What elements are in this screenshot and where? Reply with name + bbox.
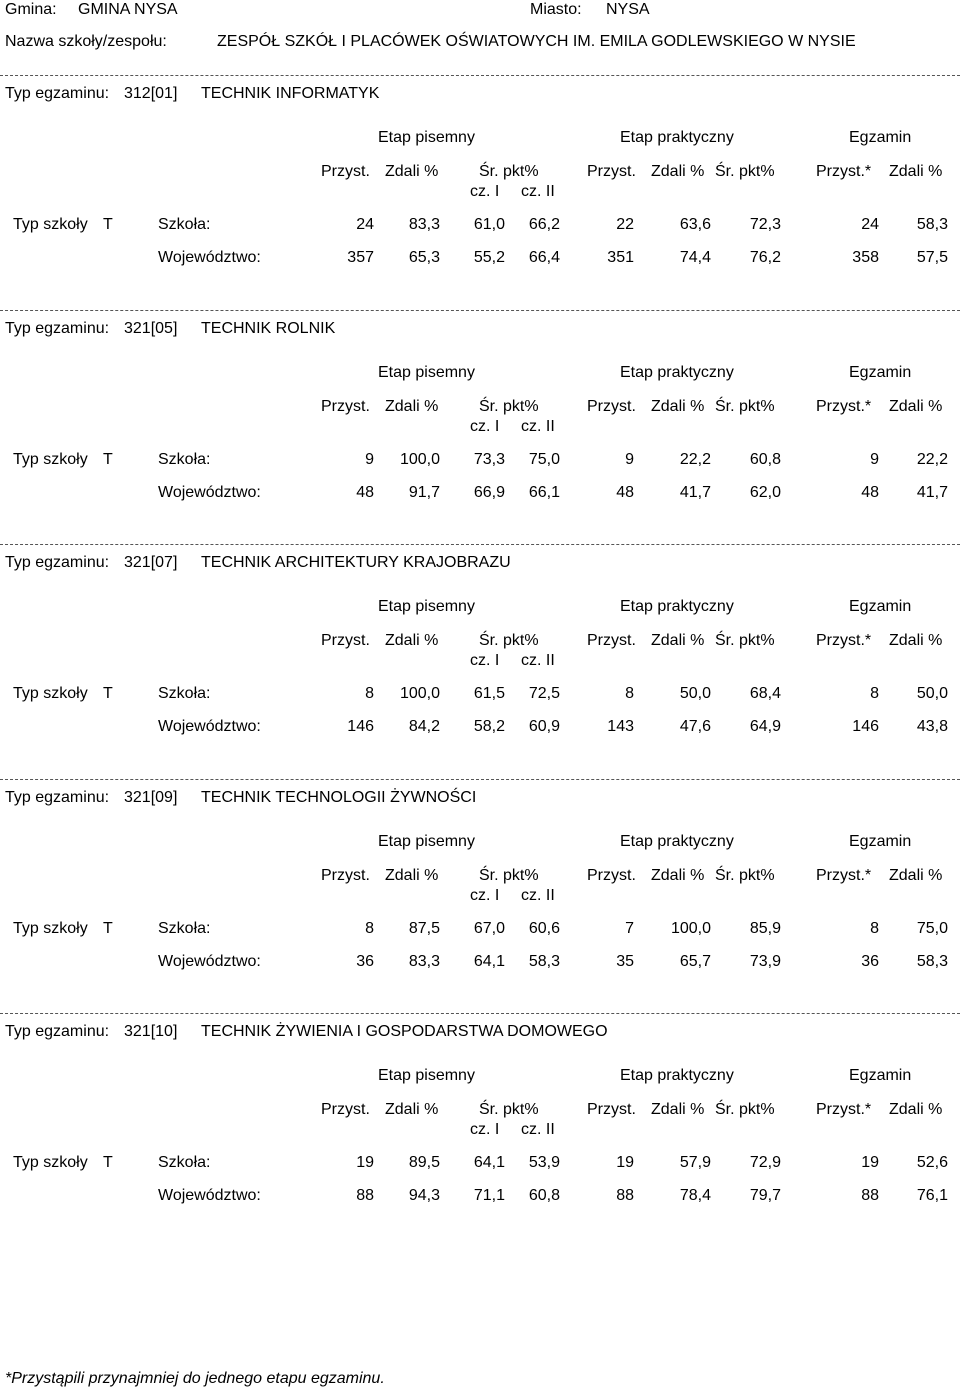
- school-przyst-praktyczny: 22: [616, 216, 634, 233]
- region-sr-pkt-praktyczny: 79,7: [749, 1187, 781, 1204]
- region-sr-pkt-cz1: 64,1: [473, 953, 505, 970]
- school-przyst-pisemny: 8: [365, 685, 374, 702]
- exam-section: [0, 1013, 960, 1248]
- school-type-value: T: [103, 451, 113, 468]
- region-sr-pkt-praktyczny: 62,0: [749, 484, 781, 501]
- etap-pisemny-heading: Etap pisemny: [378, 598, 475, 615]
- school-zdali-pisemny: 83,3: [408, 216, 440, 233]
- exam-name: TECHNIK ŻYWIENIA I GOSPODARSTWA DOMOWEGO: [201, 1023, 608, 1040]
- exam-code: 321[05]: [124, 320, 178, 337]
- school-sr-pkt-cz1: 64,1: [473, 1154, 505, 1171]
- school-sr-pkt-cz1: 61,0: [473, 216, 505, 233]
- egzamin-heading: Egzamin: [849, 1067, 912, 1084]
- school-sr-pkt-cz2: 60,6: [528, 920, 560, 937]
- school-sr-pkt-cz2: 75,0: [528, 451, 560, 468]
- school-sr-pkt-praktyczny: 72,9: [749, 1154, 781, 1171]
- region-przyst-pisemny: 146: [347, 718, 374, 735]
- col-przyst: Przyst.: [321, 398, 370, 415]
- etap-pisemny-heading: Etap pisemny: [378, 129, 475, 146]
- col-cz1: cz. I: [470, 418, 500, 435]
- region-zdali-egzamin: 58,3: [916, 953, 948, 970]
- school-przyst-praktyczny: 7: [625, 920, 634, 937]
- exam-name: TECHNIK ROLNIK: [201, 320, 336, 337]
- col-zdali: Zdali %: [651, 867, 705, 884]
- col-zdali: Zdali %: [889, 632, 943, 649]
- school-name-value: ZESPÓŁ SZKÓŁ I PLACÓWEK OŚWIATOWYCH IM. EMILA GODLEWSKIEGO W NYSIE: [217, 33, 856, 50]
- region-sr-pkt-cz1: 55,2: [473, 249, 505, 266]
- col-przyst: Przyst.: [587, 867, 636, 884]
- col-przyst: Przyst.: [321, 632, 370, 649]
- exam-name: TECHNIK INFORMATYK: [201, 85, 380, 102]
- exam-section: [0, 75, 960, 310]
- col-cz2: cz. II: [521, 418, 555, 435]
- region-sr-pkt-praktyczny: 64,9: [749, 718, 781, 735]
- col-cz2: cz. II: [521, 652, 555, 669]
- school-zdali-praktyczny: 100,0: [670, 920, 711, 937]
- etap-pisemny-heading: Etap pisemny: [378, 364, 475, 381]
- region-zdali-egzamin: 76,1: [916, 1187, 948, 1204]
- gmina-label: Gmina:: [5, 1, 57, 18]
- region-row-label: Województwo:: [158, 953, 261, 970]
- school-przyst-egzamin: 19: [861, 1154, 879, 1171]
- school-przyst-praktyczny: 8: [625, 685, 634, 702]
- region-sr-pkt-cz2: 60,8: [528, 1187, 560, 1204]
- etap-praktyczny-heading: Etap praktyczny: [620, 833, 734, 850]
- col-sr-pkt: Śr. pkt%: [479, 163, 539, 180]
- school-zdali-praktyczny: 57,9: [679, 1154, 711, 1171]
- col-sr-pkt: Śr. pkt%: [715, 163, 775, 180]
- school-sr-pkt-cz2: 53,9: [528, 1154, 560, 1171]
- region-przyst-praktyczny: 35: [616, 953, 634, 970]
- col-przyst: Przyst.: [587, 1101, 636, 1118]
- region-sr-pkt-cz1: 58,2: [473, 718, 505, 735]
- region-sr-pkt-cz2: 66,1: [528, 484, 560, 501]
- etap-praktyczny-heading: Etap praktyczny: [620, 129, 734, 146]
- region-zdali-praktyczny: 47,6: [679, 718, 711, 735]
- school-przyst-praktyczny: 9: [625, 451, 634, 468]
- region-zdali-praktyczny: 41,7: [679, 484, 711, 501]
- school-zdali-egzamin: 22,2: [916, 451, 948, 468]
- etap-praktyczny-heading: Etap praktyczny: [620, 598, 734, 615]
- region-zdali-pisemny: 84,2: [408, 718, 440, 735]
- school-type-value: T: [103, 216, 113, 233]
- school-sr-pkt-praktyczny: 60,8: [749, 451, 781, 468]
- region-zdali-egzamin: 41,7: [916, 484, 948, 501]
- exam-code: 321[10]: [124, 1023, 178, 1040]
- school-zdali-praktyczny: 50,0: [679, 685, 711, 702]
- col-zdali: Zdali %: [889, 398, 943, 415]
- col-sr-pkt: Śr. pkt%: [479, 398, 539, 415]
- region-zdali-pisemny: 65,3: [408, 249, 440, 266]
- school-sr-pkt-praktyczny: 72,3: [749, 216, 781, 233]
- school-przyst-egzamin: 8: [870, 920, 879, 937]
- col-przyst: Przyst.: [321, 163, 370, 180]
- school-przyst-egzamin: 8: [870, 685, 879, 702]
- region-row-label: Województwo:: [158, 484, 261, 501]
- region-zdali-pisemny: 94,3: [408, 1187, 440, 1204]
- school-row-label: Szkoła:: [158, 216, 211, 233]
- school-name-label: Nazwa szkoły/zespołu:: [5, 33, 167, 50]
- region-przyst-pisemny: 357: [347, 249, 374, 266]
- region-przyst-egzamin: 358: [852, 249, 879, 266]
- school-type-label: Typ szkoły: [13, 1154, 88, 1171]
- school-zdali-egzamin: 50,0: [916, 685, 948, 702]
- exam-code: 321[07]: [124, 554, 178, 571]
- miasto-label: Miasto:: [530, 1, 582, 18]
- school-type-value: T: [103, 920, 113, 937]
- school-row-label: Szkoła:: [158, 920, 211, 937]
- school-zdali-pisemny: 89,5: [408, 1154, 440, 1171]
- school-zdali-pisemny: 87,5: [408, 920, 440, 937]
- col-cz2: cz. II: [521, 183, 555, 200]
- col-sr-pkt: Śr. pkt%: [479, 632, 539, 649]
- col-sr-pkt: Śr. pkt%: [715, 1101, 775, 1118]
- col-sr-pkt: Śr. pkt%: [715, 867, 775, 884]
- col-przyst-star: Przyst.*: [816, 398, 872, 415]
- gmina-value: GMINA NYSA: [78, 1, 178, 18]
- region-przyst-pisemny: 36: [356, 953, 374, 970]
- school-zdali-egzamin: 75,0: [916, 920, 948, 937]
- region-row-label: Województwo:: [158, 249, 261, 266]
- school-przyst-egzamin: 24: [861, 216, 879, 233]
- miasto-value: NYSA: [606, 1, 650, 18]
- region-sr-pkt-cz2: 66,4: [528, 249, 560, 266]
- egzamin-heading: Egzamin: [849, 364, 912, 381]
- school-row-label: Szkoła:: [158, 1154, 211, 1171]
- egzamin-heading: Egzamin: [849, 833, 912, 850]
- col-przyst: Przyst.: [587, 163, 636, 180]
- col-zdali: Zdali %: [385, 1101, 439, 1118]
- col-zdali: Zdali %: [651, 1101, 705, 1118]
- etap-praktyczny-heading: Etap praktyczny: [620, 1067, 734, 1084]
- exam-section: [0, 544, 960, 779]
- col-przyst: Przyst.: [321, 867, 370, 884]
- col-zdali: Zdali %: [651, 398, 705, 415]
- col-przyst-star: Przyst.*: [816, 163, 872, 180]
- school-type-label: Typ szkoły: [13, 920, 88, 937]
- egzamin-heading: Egzamin: [849, 598, 912, 615]
- school-sr-pkt-praktyczny: 85,9: [749, 920, 781, 937]
- exam-type-label: Typ egzaminu:: [5, 320, 110, 337]
- col-zdali: Zdali %: [651, 163, 705, 180]
- exam-section: [0, 310, 960, 545]
- region-zdali-pisemny: 91,7: [408, 484, 440, 501]
- footnote: *Przystąpili przynajmniej do jednego etapu egzaminu.: [5, 1370, 385, 1387]
- col-cz1: cz. I: [470, 183, 500, 200]
- col-przyst: Przyst.: [587, 632, 636, 649]
- region-przyst-praktyczny: 88: [616, 1187, 634, 1204]
- col-cz1: cz. I: [470, 887, 500, 904]
- exam-type-label: Typ egzaminu:: [5, 1023, 110, 1040]
- school-zdali-praktyczny: 22,2: [679, 451, 711, 468]
- exam-type-label: Typ egzaminu:: [5, 789, 110, 806]
- col-zdali: Zdali %: [651, 632, 705, 649]
- school-type-value: T: [103, 1154, 113, 1171]
- col-cz1: cz. I: [470, 652, 500, 669]
- region-sr-pkt-cz2: 58,3: [528, 953, 560, 970]
- school-przyst-praktyczny: 19: [616, 1154, 634, 1171]
- exam-name: TECHNIK ARCHITEKTURY KRAJOBRAZU: [201, 554, 511, 571]
- school-type-label: Typ szkoły: [13, 451, 88, 468]
- region-zdali-praktyczny: 74,4: [679, 249, 711, 266]
- school-zdali-praktyczny: 63,6: [679, 216, 711, 233]
- col-zdali: Zdali %: [385, 163, 439, 180]
- region-zdali-praktyczny: 65,7: [679, 953, 711, 970]
- egzamin-heading: Egzamin: [849, 129, 912, 146]
- region-sr-pkt-praktyczny: 73,9: [749, 953, 781, 970]
- region-sr-pkt-cz2: 60,9: [528, 718, 560, 735]
- col-cz1: cz. I: [470, 1121, 500, 1138]
- region-przyst-praktyczny: 351: [607, 249, 634, 266]
- region-zdali-pisemny: 83,3: [408, 953, 440, 970]
- etap-praktyczny-heading: Etap praktyczny: [620, 364, 734, 381]
- col-przyst-star: Przyst.*: [816, 867, 872, 884]
- col-cz2: cz. II: [521, 887, 555, 904]
- region-przyst-egzamin: 88: [861, 1187, 879, 1204]
- col-zdali: Zdali %: [889, 163, 943, 180]
- school-zdali-egzamin: 52,6: [916, 1154, 948, 1171]
- exam-section: [0, 779, 960, 1014]
- school-przyst-pisemny: 24: [356, 216, 374, 233]
- etap-pisemny-heading: Etap pisemny: [378, 1067, 475, 1084]
- exam-type-label: Typ egzaminu:: [5, 554, 110, 571]
- school-zdali-pisemny: 100,0: [399, 451, 440, 468]
- col-przyst-star: Przyst.*: [816, 632, 872, 649]
- exam-code: 312[01]: [124, 85, 178, 102]
- col-przyst-star: Przyst.*: [816, 1101, 872, 1118]
- col-sr-pkt: Śr. pkt%: [715, 398, 775, 415]
- school-sr-pkt-cz2: 66,2: [528, 216, 560, 233]
- school-sr-pkt-cz2: 72,5: [528, 685, 560, 702]
- region-row-label: Województwo:: [158, 718, 261, 735]
- col-sr-pkt: Śr. pkt%: [479, 867, 539, 884]
- school-przyst-pisemny: 9: [365, 451, 374, 468]
- school-type-value: T: [103, 685, 113, 702]
- school-sr-pkt-praktyczny: 68,4: [749, 685, 781, 702]
- region-row-label: Województwo:: [158, 1187, 261, 1204]
- col-zdali: Zdali %: [385, 398, 439, 415]
- col-sr-pkt: Śr. pkt%: [715, 632, 775, 649]
- region-sr-pkt-praktyczny: 76,2: [749, 249, 781, 266]
- exam-code: 321[09]: [124, 789, 178, 806]
- region-przyst-egzamin: 36: [861, 953, 879, 970]
- col-zdali: Zdali %: [385, 867, 439, 884]
- region-przyst-pisemny: 48: [356, 484, 374, 501]
- col-przyst: Przyst.: [587, 398, 636, 415]
- region-przyst-egzamin: 48: [861, 484, 879, 501]
- exam-name: TECHNIK TECHNOLOGII ŻYWNOŚCI: [201, 789, 477, 806]
- region-zdali-egzamin: 43,8: [916, 718, 948, 735]
- school-type-label: Typ szkoły: [13, 216, 88, 233]
- school-przyst-egzamin: 9: [870, 451, 879, 468]
- region-przyst-praktyczny: 48: [616, 484, 634, 501]
- school-row-label: Szkoła:: [158, 451, 211, 468]
- etap-pisemny-heading: Etap pisemny: [378, 833, 475, 850]
- region-zdali-praktyczny: 78,4: [679, 1187, 711, 1204]
- col-przyst: Przyst.: [321, 1101, 370, 1118]
- region-sr-pkt-cz1: 66,9: [473, 484, 505, 501]
- region-przyst-praktyczny: 143: [607, 718, 634, 735]
- col-zdali: Zdali %: [889, 867, 943, 884]
- exam-type-label: Typ egzaminu:: [5, 85, 110, 102]
- col-zdali: Zdali %: [385, 632, 439, 649]
- col-zdali: Zdali %: [889, 1101, 943, 1118]
- region-zdali-egzamin: 57,5: [916, 249, 948, 266]
- region-przyst-egzamin: 146: [852, 718, 879, 735]
- school-type-label: Typ szkoły: [13, 685, 88, 702]
- col-sr-pkt: Śr. pkt%: [479, 1101, 539, 1118]
- school-przyst-pisemny: 8: [365, 920, 374, 937]
- school-sr-pkt-cz1: 67,0: [473, 920, 505, 937]
- school-sr-pkt-cz1: 73,3: [473, 451, 505, 468]
- region-przyst-pisemny: 88: [356, 1187, 374, 1204]
- school-sr-pkt-cz1: 61,5: [473, 685, 505, 702]
- col-cz2: cz. II: [521, 1121, 555, 1138]
- school-zdali-egzamin: 58,3: [916, 216, 948, 233]
- region-sr-pkt-cz1: 71,1: [473, 1187, 505, 1204]
- school-przyst-pisemny: 19: [356, 1154, 374, 1171]
- school-zdali-pisemny: 100,0: [399, 685, 440, 702]
- school-row-label: Szkoła:: [158, 685, 211, 702]
